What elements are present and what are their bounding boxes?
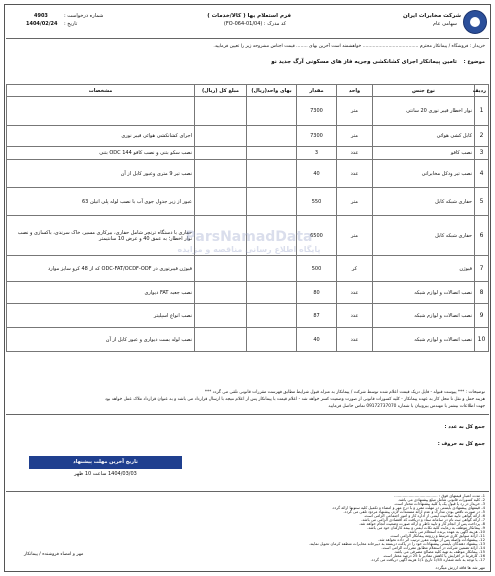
item-qty: 550 — [297, 188, 337, 216]
item-unit: عدد — [337, 328, 373, 352]
row-number: 6 — [475, 216, 489, 256]
item-unit: متر — [337, 126, 373, 147]
row-number: 1 — [475, 97, 489, 126]
item-spec: فیوژن فیبرنوری در ODC-FAT/OCDF-ODF که از 48 کرو سایز موارد — [7, 256, 195, 282]
sum-words-label: جمع کل به حروف : — [437, 441, 485, 447]
item-qty: 500 — [297, 256, 337, 282]
item-qty: 3 — [297, 147, 337, 160]
item-qty: 6500 — [297, 216, 337, 256]
item-qty: 7300 — [297, 97, 337, 126]
condition-item: 8- پرداخت پس از انجام کار و تایید ناظر و ارائه صورت وضعیت انجام خواهد شد. — [358, 521, 485, 526]
row-number: 7 — [475, 256, 489, 282]
inquiry-form — [4, 4, 491, 572]
condition-item: 17- با توجه به نامه شماره 1/45 تاریخ 1/1 هزینه آگهی دریافت می گردد. — [370, 557, 485, 562]
row-number: 10 — [475, 328, 489, 352]
item-name: نصب کافو — [373, 147, 475, 160]
item-spec: نصب سکو بتنی و نصب کافو ODC 144 بتنی — [7, 147, 195, 160]
sum-number-label: جمع کل به عدد : — [444, 424, 485, 430]
col-unit: واحد — [337, 85, 373, 97]
watermark-line2: پایگاه اطلاع رسانی مناقصه و مزایده — [177, 245, 321, 254]
condition-item: 13- پیشنهاد دهندگان بایستی پیشنهادات خود را در پاکت دربسته به دبیرخانه مخابرات منطقه کرمان تحویل نمایند. — [308, 541, 485, 546]
col-unit-price: بهای واحد(ریال) — [247, 85, 297, 97]
item-spec: نصب تیر 9 متری وعبور کابل از آن — [7, 160, 195, 188]
col-total: مبلغ کل (ریال) — [195, 85, 247, 97]
footer-note: مهر شد ها فاقد ارزش میگردد — [435, 565, 485, 570]
col-row: ردیف — [475, 85, 489, 97]
item-unit: متر — [337, 216, 373, 256]
item-spec: نصب لوله بست دیواری و عبور کابل از آن — [7, 328, 195, 352]
item-unit: عدد — [337, 282, 373, 304]
col-qty: مقدار — [297, 85, 337, 97]
request-no-label: شماره درخواست : — [64, 13, 104, 19]
note-line-1: توضیحات : *** پیوست قبوله - فایل دریک قیمت اعلام شده توسط شرکت / پیمانکار به منزله قبول شرایط مطابق فهرست مقررات قانونی تلقی می گردد *** — [204, 390, 485, 395]
item-spec: نصب جعبه FAT دیواری — [7, 282, 195, 304]
item-name: حفاری شبکه کابل — [373, 188, 475, 216]
subject-text: تامین پیمانکار اجرای کشانکشی وجریه فاز های مسکونی آرگ جدید نو — [271, 59, 457, 65]
signature-label: مهر و امضاء فروشنده / پیمانکار — [24, 552, 84, 557]
col-item: نوع جنس — [373, 85, 475, 97]
condition-item: 15- پیمانکار موظف به تهیه کلیه مصالح مصرفی می باشد. — [393, 549, 485, 554]
deadline-value: 1404/03/03 ساعت 10 ظهر — [74, 471, 137, 477]
item-unit: عدد — [337, 147, 373, 160]
condition-item: 1- مدت اعتبار قیمتهای فوق : .................................... — [394, 493, 485, 498]
item-qty: 7300 — [297, 126, 337, 147]
item-name: نصب اتصالات و لوازم شبکه — [373, 304, 475, 328]
condition-item: 11- ارائه سوابق کاری مرتبط و رزومه پیمانکار الزامی است. — [389, 533, 485, 538]
item-spec: عبور از زیر جدول جوی آب با نصب لوله پلی اتیلن 63 — [7, 188, 195, 216]
item-spec: نصب انواع اسپلیتر — [7, 304, 195, 328]
date-label: تاریخ : — [64, 21, 78, 27]
row-number: 4 — [475, 160, 489, 188]
note-line-3: جهت اطلاعات بیشتر با مهندس بیرونیان با شماره 09172737070 تماس حاصل فرمایید — [328, 404, 485, 409]
form-code: کد مدرک : (FO-064-01/04) — [223, 21, 286, 27]
watermark-line1: ParsNamadData — [185, 229, 313, 245]
condition-item: 14- ارائه تضمین شرکت در استعلام مطابق مقررات الزامی است. — [381, 545, 485, 550]
item-unit: عدد — [337, 304, 373, 328]
page-frame — [4, 4, 491, 572]
item-name: نصب تیر ودکل مخابراتی — [373, 160, 475, 188]
deadline-title: تاریخ آخرین مهلت پیشنهاد — [29, 456, 182, 469]
item-name: نصب اتصالات و لوازم شبکه — [373, 328, 475, 352]
condition-item: 6- ارائه گواهی تایید صلاحیت ایمنی از اداره کار و امور اجتماعی الزامی است. — [363, 513, 485, 518]
condition-item: 9- پیمانکار موظف به رعایت کلیه نکات ایمنی و بیمه کارکنان خود می باشد. — [367, 525, 485, 530]
subject-label: موضوع : — [463, 59, 485, 65]
row-number: 2 — [475, 126, 489, 147]
condition-item: 3- خریدار در رد یا قبول یک یا کلیه پیشنهادات مختار است. — [393, 501, 485, 506]
company-name: شرکت مخابرات ایران — [403, 13, 461, 19]
note-line-2: هزینه حمل و نقل تا محل کار به عهده پیمانکار - کلیه کسورات قانونی از صورت وضعیت کسر خواهد شد - اعلام قیمت با پیمانکار پس از اعلام نتیجه با ارسال قرارداد می باشد و به عنوان قرارداد ملاک عمل خواهد بود — [105, 397, 485, 402]
condition-item: 16- کارفرما در افزایش یا کاهش مقادیر تا 25 درصد مختار است. — [382, 553, 485, 558]
item-name: فیوژن — [373, 256, 475, 282]
company-sub: سهامی عام — [432, 21, 457, 27]
item-qty: 40 — [297, 160, 337, 188]
item-qty: 87 — [297, 304, 337, 328]
condition-item: 12- پیشنهادات واصله پس از مهلت مقرر ترتیب اثر داده نخواهد شد. — [378, 537, 485, 542]
item-spec: حفاری با دستگاه ترنچر شامل حفاری، بیرکاری مسیر، خاک سرندی، باکسازی و نصب نوار اخطار؛ به عمق 40 و عرض 10 سانتیمتر — [7, 216, 195, 256]
form-title: فرم استعلام بها ( کالا/خدمات ) — [207, 13, 291, 19]
buyer-line: خریدار : فروشگاه / پیمانکار محترم ....................................... خواهشمند است آخرین بهای ........ قیمت اجناس مشروحه زیر را تعیین فرمایید. — [213, 44, 485, 49]
item-name: حفاری شبکه کابل — [373, 216, 475, 256]
item-qty: 80 — [297, 282, 337, 304]
date-value: 1404/02/24 — [26, 21, 58, 27]
item-unit: عدد — [337, 160, 373, 188]
item-spec: اجرای کشانکشی هوائی فیبر نوری — [7, 126, 195, 147]
item-name: نصب اتصالات و لوازم شبکه — [373, 282, 475, 304]
row-number: 9 — [475, 304, 489, 328]
col-spec: مشخصات — [7, 85, 195, 97]
condition-item: 7- ارائه گواهی ثبت نام در سامانه ستاد و دریافت کد اقتصادی الزامی می باشد. — [361, 517, 485, 522]
condition-item: 2- کلیه کسورات قانونی شامل مبلغ پیشنهادی می باشد. — [397, 497, 485, 502]
item-unit: کر — [337, 256, 373, 282]
item-unit: متر — [337, 188, 373, 216]
condition-item: 5- در صورت ناقص بودن مدارک و عدم ارائه مستندات لازم، پیشنهاد مردود تلقی می گردد. — [343, 509, 485, 514]
row-number: 8 — [475, 282, 489, 304]
condition-item: 10- هزینه آگهی به عهده برنده استعلام می باشد. — [408, 529, 485, 534]
item-qty: 40 — [297, 328, 337, 352]
request-no: 4903 — [34, 13, 48, 19]
row-number: 5 — [475, 188, 489, 216]
condition-item: 4- قیمتهای پیشنهادی بایستی در مهلت مقرر و با درج مهر و امضاء و تکمیل کلیه ستونها ارائه گردد. — [331, 505, 485, 510]
item-unit: متر — [337, 97, 373, 126]
item-name: کابل کشی هوائی — [373, 126, 475, 147]
row-number: 3 — [475, 147, 489, 160]
item-name: نوار اخطار فیبر نوری 20 سانتی — [373, 97, 475, 126]
